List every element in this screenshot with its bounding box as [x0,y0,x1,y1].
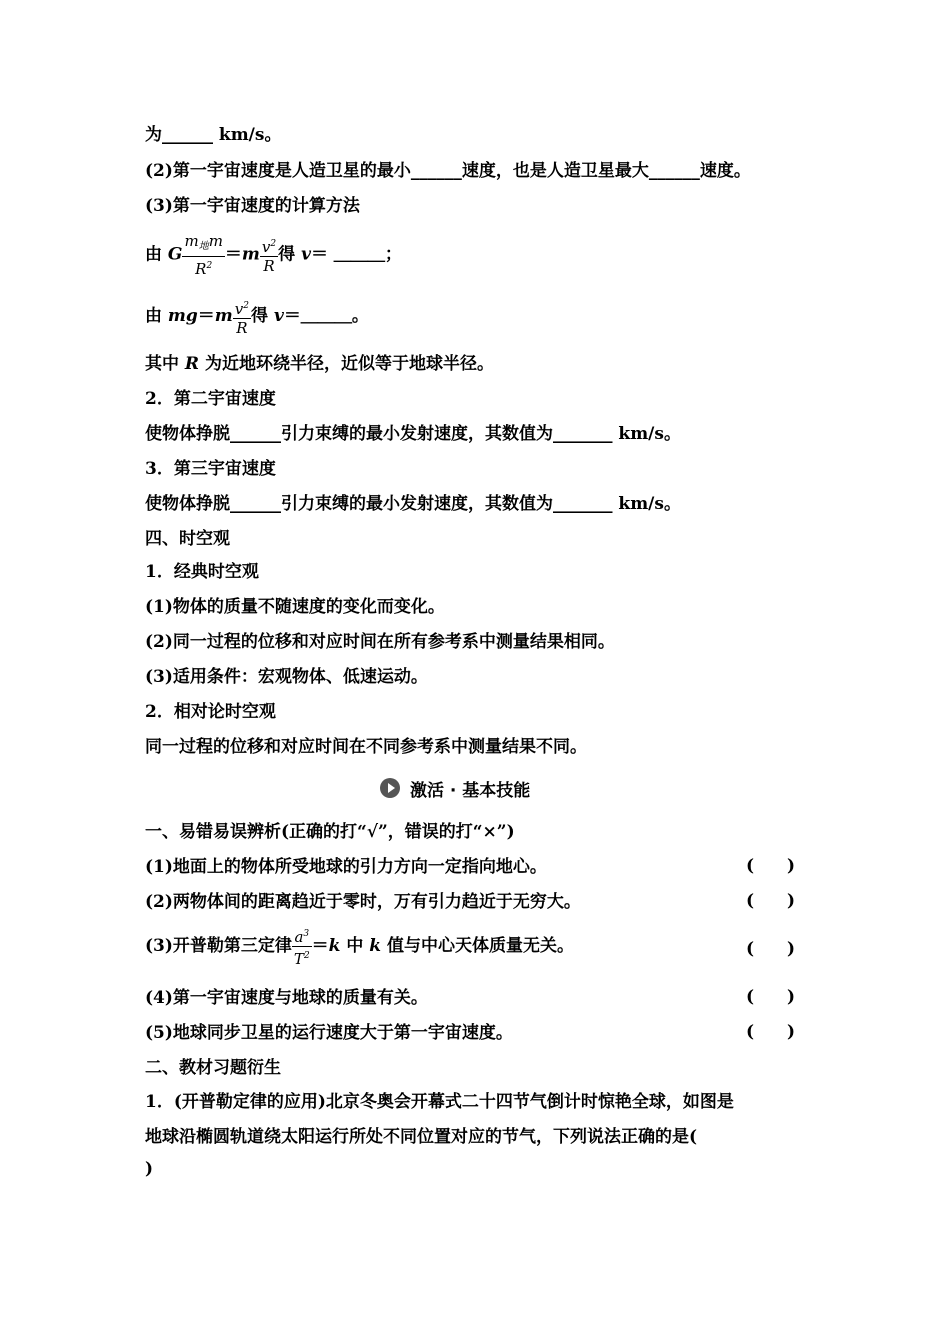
section-heading: 2．相对论时空观 [145,702,276,722]
formula-symbol: m [214,306,233,326]
play-icon [380,778,400,798]
formula-symbol: v [234,299,244,318]
section-heading: 一、易错易误辨析(正确的打“√”，错误的打“×”) [145,822,515,842]
paren-open: ( [746,939,755,959]
formula-symbol: v [261,238,271,256]
text-line: 使物体挣脱______引力束缚的最小发射速度，其数值为_______ km/s。 [145,494,681,514]
section-heading: 3．第三宇宙速度 [145,459,276,479]
formula-exponent: 2 [243,300,250,311]
answer-parentheses [746,856,795,876]
paren-close: ) [787,987,796,1007]
formula-text: 得 [278,244,302,265]
text-run: 中 [340,936,370,956]
fraction [233,297,251,337]
judge-item: (1)地面上的物体所受地球的引力方向一定指向地心。 [145,857,547,877]
text-run: 值与中心天体质量无关。 [381,936,574,956]
formula-symbol: R [195,260,207,278]
answer-parentheses [746,939,795,959]
judge-item: (5)地球同步卫星的运行速度大于第一宇宙速度。 [145,1023,513,1043]
formula-exponent: 3 [303,929,310,939]
paren-open: ( [746,891,755,911]
text-line: (3)第一宇宙速度的计算方法 [145,196,360,216]
paren-close: ) [787,856,796,876]
formula-text: ＝＿＿＿。 [283,306,369,326]
formula-first-cosmic-velocity-gravity-surface [145,294,369,342]
formula-text: ＝ [224,244,242,265]
formula-symbol: R [184,354,200,374]
section-heading: 二、教材习题衍生 [145,1058,281,1078]
paren-close: ) [787,891,796,911]
formula-symbol: T [293,950,304,968]
answer-parentheses [746,1022,795,1042]
formula-symbol: k [369,936,382,956]
paren-close: ) [787,939,796,959]
section-heading: 2．第二宇宙速度 [145,389,276,409]
text-run: 为近地环绕半径，近似等于地球半径。 [199,354,494,374]
paren-close: ) [787,1022,796,1042]
text-line: 为______ km/s。 [145,125,282,145]
formula-text: ＝ ＿＿＿； [310,244,402,265]
formula-symbol: k [328,936,341,956]
text-line: 同一过程的位移和对应时间在不同参考系中测量结果不同。 [145,737,587,757]
formula-text: 得 [251,306,274,326]
formula-subscript: 地 [198,241,209,252]
text-line: (2)同一过程的位移和对应时间在所有参考系中测量结果相同。 [145,632,615,652]
formula-text: ＝ [311,936,329,956]
answer-parentheses [746,891,795,911]
paren-open: ( [746,856,755,876]
text-line: (2)第一宇宙速度是人造卫星的最小______速度，也是人造卫星最大______速度。 [145,161,751,181]
section-heading: 四、时空观 [145,529,230,549]
paren-open: ( [746,987,755,1007]
question-line: 地球沿椭圆轨道绕太阳运行所处不同位置对应的节气，下列说法正确的是( [145,1127,698,1147]
text-line [145,353,494,375]
formula-symbol: m [241,244,260,265]
section-heading: 1．经典时空观 [145,562,259,582]
formula-symbol: R [263,257,275,275]
section-banner [380,776,530,800]
formula-exponent: 2 [270,239,277,249]
judge-item [145,924,574,972]
text-line: (3)适用条件：宏观物体、低速运动。 [145,667,428,687]
formula-symbol: mg [167,306,198,326]
formula-first-cosmic-velocity-gravity [145,232,402,280]
text-line: (1)物体的质量不随速度的变化而变化。 [145,597,445,617]
formula-symbol: a [294,928,304,946]
text-run: (3)开普勒第三定律 [145,936,292,956]
formula-symbol: v [301,244,311,265]
formula-text: ＝ [197,306,215,326]
formula-exponent: 2 [206,261,213,271]
judge-item: (2)两物体间的距离趋近于零时，万有引力趋近于无穷大。 [145,892,581,912]
judge-item: (4)第一宇宙速度与地球的质量有关。 [145,988,428,1008]
text-run: 其中 [145,354,185,374]
formula-symbol: R [236,318,248,337]
formula-text: 由 [145,306,168,326]
formula-text: 由 [145,244,168,265]
paren-open: ( [746,1022,755,1042]
formula-symbol: m [208,232,223,250]
fraction [182,232,224,278]
formula-symbol: G [167,244,183,265]
formula-exponent: 2 [303,951,310,961]
fraction [260,235,278,275]
formula-symbol: v [273,306,284,326]
text-line: 使物体挣脱______引力束缚的最小发射速度，其数值为_______ km/s。 [145,424,681,444]
banner-label: 激活 · 基本技能 [410,780,531,801]
answer-parentheses [746,987,795,1007]
question-line: 1．(开普勒定律的应用)北京冬奥会开幕式二十四节气倒计时惊艳全球，如图是 [145,1092,734,1112]
fraction [292,925,312,968]
question-line: ) [145,1159,154,1179]
formula-symbol: m [184,232,199,250]
